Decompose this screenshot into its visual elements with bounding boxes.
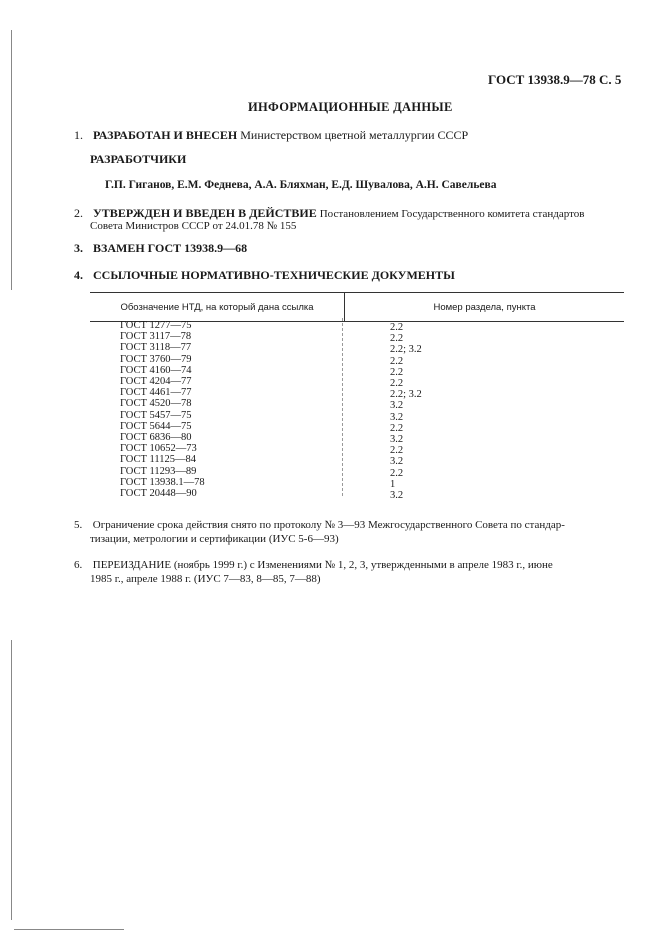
table-row-section: 2.2; 3.2 bbox=[390, 344, 422, 356]
item-6-line1: ПЕРЕИЗДАНИЕ (ноябрь 1999 г.) с Изменениями № 1, 2, 3, утвержденными в апреле 1983 г., июне bbox=[92, 559, 553, 571]
table-row-document: ГОСТ 4160—74 bbox=[120, 364, 192, 376]
table-row-section: 3.2 bbox=[390, 400, 404, 412]
table-row-section: 2.2 bbox=[390, 378, 404, 390]
page-title: ИНФОРМАЦИОННЫЕ ДАННЫЕ bbox=[248, 100, 453, 114]
item-5-line1: Ограничение срока действия снято по протоколу № 3—93 Межгосударственного Совета по стандар- bbox=[92, 519, 565, 531]
document-code-header: ГОСТ 13938.9—78 С. 5 bbox=[488, 72, 622, 87]
table-row-section: 3.2 bbox=[390, 490, 404, 502]
table-row-document: ГОСТ 3117—78 bbox=[120, 331, 192, 343]
table-row-section: 2.2 bbox=[390, 333, 404, 345]
references-table bbox=[90, 292, 624, 322]
table-row-document: ГОСТ 11293—89 bbox=[120, 465, 197, 477]
item-4 bbox=[74, 268, 455, 282]
table-row-document: ГОСТ 10652—73 bbox=[120, 443, 197, 455]
item-2-text: Постановлением Государственного комитета стандартов bbox=[319, 208, 585, 220]
table-row-section: 2.2 bbox=[390, 366, 404, 378]
table-row-document: ГОСТ 3118—77 bbox=[120, 342, 192, 354]
table-column-divider bbox=[342, 318, 343, 496]
table-row-section: 2.2; 3.2 bbox=[390, 389, 422, 401]
table-row-document: ГОСТ 3760—79 bbox=[120, 353, 192, 365]
margin-line-bottom bbox=[11, 640, 12, 920]
table-row-section: 3.2 bbox=[390, 456, 404, 468]
table-row-document: ГОСТ 11125—84 bbox=[120, 454, 197, 466]
table-header-section: Номер раздела, пункта bbox=[345, 293, 625, 322]
table-row-section: 2.2 bbox=[390, 422, 404, 434]
table-row-document: ГОСТ 4520—78 bbox=[120, 398, 192, 410]
table-row-section: 2.2 bbox=[390, 322, 404, 333]
item-1-caps: РАЗРАБОТАН И ВНЕСЕН bbox=[93, 128, 238, 142]
item-3-text: ВЗАМЕН ГОСТ 13938.9—68 bbox=[93, 241, 248, 255]
item-5-line2: тизации, метрологии и сертификации (ИУС 5-6—93) bbox=[90, 533, 339, 545]
item-1 bbox=[74, 128, 468, 142]
item-2-caps: УТВЕРЖДЕН И ВВЕДЕН В ДЕЙСТВИЕ bbox=[93, 206, 317, 220]
item-6-number: 6. bbox=[74, 559, 83, 571]
item-4-text: ССЫЛОЧНЫЕ НОРМАТИВНО-ТЕХНИЧЕСКИЕ ДОКУМЕНТЫ bbox=[93, 268, 455, 282]
table-row-section: 1 bbox=[390, 478, 396, 490]
table-row-document: ГОСТ 13938.1—78 bbox=[120, 476, 205, 488]
item-6 bbox=[74, 558, 553, 572]
table-row-document: ГОСТ 5644—75 bbox=[120, 420, 192, 432]
item-1-number: 1. bbox=[74, 128, 83, 142]
item-2-line2: Совета Министров СССР от 24.01.78 № 155 bbox=[90, 220, 297, 232]
table-row-section: 2.2 bbox=[390, 445, 404, 457]
table-row-document: ГОСТ 4461—77 bbox=[120, 387, 192, 399]
item-1-text: Министерством цветной металлургии СССР bbox=[240, 128, 469, 142]
table-section-column bbox=[390, 322, 422, 501]
table-document-column bbox=[120, 320, 205, 499]
table-row-document: ГОСТ 6836—80 bbox=[120, 432, 192, 444]
item-3-number: 3. bbox=[74, 241, 83, 255]
developers-label: РАЗРАБОТЧИКИ bbox=[90, 152, 187, 166]
item-3 bbox=[74, 241, 247, 255]
table-row-section: 3.2 bbox=[390, 411, 404, 423]
item-2-number: 2. bbox=[74, 206, 83, 220]
table-row-document: ГОСТ 20448—90 bbox=[120, 488, 197, 500]
developers-list: Г.П. Гиганов, Е.М. Феднева, А.А. Бляхман, Е.Д. Шувалова, А.Н. Савельева bbox=[105, 179, 497, 191]
table-row-section: 2.2 bbox=[390, 467, 404, 479]
table-row-document: ГОСТ 1277—75 bbox=[120, 320, 192, 331]
footer-line bbox=[14, 929, 124, 930]
table-row-document: ГОСТ 4204—77 bbox=[120, 376, 192, 388]
table-header-document: Обозначение НТД, на который дана ссылка bbox=[90, 293, 345, 322]
margin-line-top bbox=[11, 30, 12, 290]
item-5-number: 5. bbox=[74, 519, 83, 531]
table-row-section: 2.2 bbox=[390, 355, 404, 367]
item-5 bbox=[74, 518, 565, 532]
table-row-document: ГОСТ 5457—75 bbox=[120, 409, 192, 421]
item-6-line2: 1985 г., апреле 1988 г. (ИУС 7—83, 8—85, 7—88) bbox=[90, 573, 321, 585]
table-row-section: 3.2 bbox=[390, 434, 404, 446]
item-4-number: 4. bbox=[74, 268, 83, 282]
